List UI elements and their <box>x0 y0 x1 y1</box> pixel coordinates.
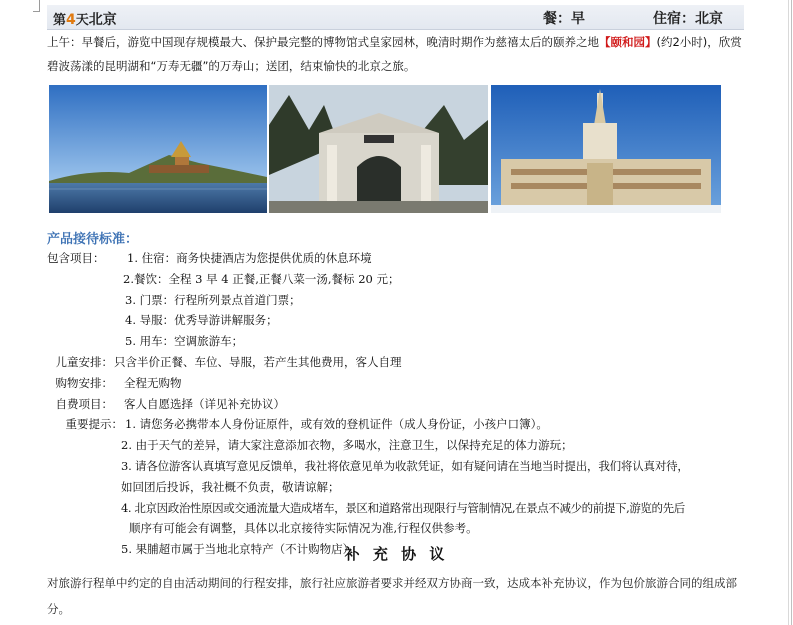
shopping-row <box>47 373 767 394</box>
tip-item: 3. 请各位游客认真填写意见反馈单，我社将依意见单为收款凭证，如有疑问请在当地当时提出，我们将认真对待， <box>121 458 689 473</box>
supplement-body: 对旅游行程单中约定的自由活动期间的行程安排，旅行社应旅游者要求并经双方协商一致，达成本补充协议，作为包价旅游合同的组成部分。 <box>47 576 737 616</box>
child-value: 只含半价正餐、车位、导服，若产生其他费用，客人自理 <box>114 354 402 369</box>
supplement-title: 补 充 协 议 <box>344 545 449 563</box>
standards-list <box>47 248 767 560</box>
shopping-value: 全程无购物 <box>124 375 182 390</box>
itinerary-part-2: (约2小时)，欣赏碧波荡漾的昆明湖和“万寿无疆”的万寿山；送团，结束愉快的北京之旅。 <box>47 35 742 73</box>
photo-summer-palace <box>49 85 267 213</box>
section-title-standards: 产品接待标准： <box>47 232 139 247</box>
included-item: 1. 住宿：商务快捷酒店为您提供优质的休息环境 <box>127 251 372 265</box>
tip-item: 4. 北京因政治性原因或交通流量大造成堵车，景区和道路常出现限行与管制情况,在景点不减少的前提下,游览的先后 <box>121 500 685 515</box>
included-row-3 <box>47 290 767 311</box>
day-suffix: 天 <box>75 13 89 28</box>
day-number: 4 <box>66 12 76 28</box>
selfpay-row <box>47 394 767 415</box>
included-item: 2.餐饮：全程 3 早 4 正餐,正餐八菜一汤,餐标 20 元； <box>123 271 400 286</box>
included-item: 5. 用车：空调旅游车； <box>125 334 244 349</box>
tips-label: 重要提示： <box>65 417 123 432</box>
page-edge-shadow <box>791 0 792 625</box>
photo-tsinghua-gate <box>269 85 488 213</box>
day-prefix: 第 <box>53 13 67 28</box>
photo-exhibition-hall <box>491 85 721 213</box>
tips-row-4 <box>47 498 767 519</box>
margin-corner-mark <box>33 0 40 12</box>
page-edge <box>788 0 789 625</box>
tip-item-continued: 如回团后投诉，我社概不负责，敬请谅解； <box>121 479 340 494</box>
selfpay-label: 自费项目： <box>55 396 113 411</box>
included-row-4 <box>47 310 767 331</box>
tip-item: 5. 果脯超市属于当地北京特产（不计购物店） <box>121 542 355 557</box>
tips-row-1 <box>47 414 767 435</box>
tip-item: 1. 请您务必携带本人身份证原件，或有效的登机证件（成人身份证，小孩户口簿）。 <box>125 417 548 432</box>
included-row-1 <box>47 248 767 269</box>
included-label: 包含项目： <box>47 251 105 265</box>
shopping-label: 购物安排： <box>55 375 113 390</box>
itinerary-part-1: 上午：早餐后，游览中国现存规模最大、保护最完整的博物馆式皇家园林，晚清时期作为慈禧太后的颐养之地 <box>47 35 599 49</box>
selfpay-value: 客人自愿选择（详见补充协议） <box>124 396 285 411</box>
tips-row-3 <box>47 456 767 477</box>
day-header-bar <box>47 5 744 30</box>
highlight-summer-palace: 【颐和园】 <box>599 35 657 49</box>
tips-row-3b <box>47 477 767 498</box>
tip-item: 2. 由于天气的差异，请大家注意添加衣物，多喝水，注意卫生，以保持充足的体力游玩； <box>121 438 573 453</box>
day-city: 北京 <box>88 12 117 28</box>
child-row <box>47 352 767 373</box>
included-row-5 <box>47 331 767 352</box>
tip-item-continued: 顺序有可能会有调整，具体以北京接待实际情况为准,行程仅供参考。 <box>129 521 478 536</box>
tips-row-4b <box>47 518 767 539</box>
child-label: 儿童安排： <box>55 354 113 369</box>
day-title <box>53 9 117 29</box>
tips-row-2 <box>47 435 767 456</box>
meals-info: 餐：早 <box>543 11 585 27</box>
day-itinerary-text <box>47 30 747 78</box>
stay-info: 住宿：北京 <box>653 11 723 27</box>
included-row-2 <box>47 269 767 290</box>
included-item: 4. 导服：优秀导游讲解服务； <box>125 313 278 328</box>
included-item: 3. 门票：行程所列景点首道门票； <box>125 292 301 307</box>
